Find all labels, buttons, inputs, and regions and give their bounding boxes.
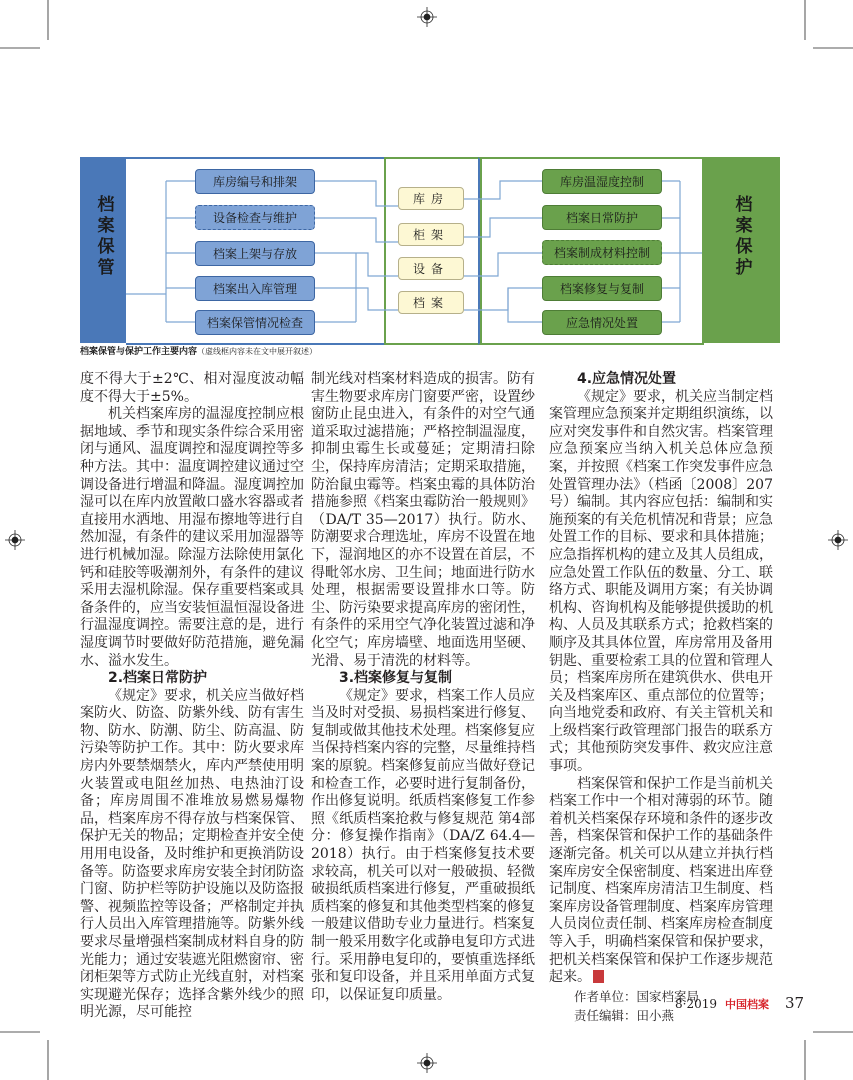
section-heading: 3.档案修复与复制 [339, 670, 453, 687]
left-item-equipment-check: 设备检查与维护 [195, 205, 315, 230]
text-column-1 [80, 371, 304, 1022]
left-item-storage-numbering: 库房编号和排架 [195, 169, 315, 194]
right-title: 档案保护 [731, 195, 752, 279]
paragraph: 《规定》要求，机关应当制定档案管理应急预案并定期组织演练，以应对突发事件和自然灾害。档案管理应急预案应当纳入机关总体应急预案，并按照《档案工作突发事件应急处置管理办法》（档函〔2008〕207号）编制。其内容应包括：编制和实施预案的有关危机情况和背景；应急处置工作的目标、要求和具体措施；应急指挥机构的建立及其人员组成，应急处置工作队伍的数量、分工、联络方式、职能及调用方案；有关协调机构、咨询机构及能够提供援助的机构、人员及其联系方式；抢救档案的顺序及其具体位置，库房常用及备用钥匙、重要检索工具的位置和管理人员；档案库房所在建筑供水、供电开关及档案库区、重点部位的位置等；向当地党委和政府、有关主管机关和上级档案行政管理部门报告的联系方式；其他预防突发事件、救灾应注意事项。 [549, 388, 773, 775]
magazine-name: 中国档案 [725, 998, 769, 1011]
responsible-editor: 责任编辑：田小燕 [574, 1007, 675, 1023]
center-item-storeroom: 库房 [398, 187, 464, 210]
closing-text: 档案保管和保护工作是当前机关档案工作中一个相对薄弱的环节。随着机关档案保存环境和条件的逐步改善，档案保管和保护工作的基础条件逐渐完备。机关可以从建立并执行档案库房安全保密制度、档案进出库登记制度、档案库房清洁卫生制度、档案库房设备管理制度、档案库房管理人员岗位责任制、档案库房检查制度等入手，明确档案保管和保护要求，把机关档案保管和保护工作逐步规范起来。 [549, 775, 773, 986]
paragraph: 《规定》要求，机关应当做好档案防火、防盗、防紫外线、防有害生物、防水、防潮、防尘、防高温、防污染等防护工作。其中：防火要求库房内外要禁烟禁火，库内严禁使用明火装置或电阻丝加热、电热油汀设备；库房周围不准堆放易燃易爆物品，档案库房不得存放与档案保管、保护无关的物品；定期检查并安全使用用电设备，及时维护和更换消防设备等。防盗要求库房安装全封闭防盗门窗、防护栏等防护设施以及防盗报警、视频监控等设备；严格制定并执行人员出入库管理措施等。防紫外线要求尽量增强档案制成材料自身的防光能力；通过安装遮光阻燃窗帘、密闭柜架等方式防止光线直射，对档案实现避光保存；选择含紫外线少的照明光源，尽可能控 [80, 687, 304, 1021]
right-item-material-control: 档案制成材料控制 [542, 240, 662, 265]
right-item-daily-protection: 档案日常防护 [542, 205, 662, 230]
paragraph: 机关档案库房的温湿度控制应根据地域、季节和现实条件综合采用密闭与通风、温度调控和湿度调控等多种方法。其中：温度调控建议通过空调设备进行增温和降温。湿度调控加湿可以在库内放置敞口盛水容器或者直接用水洒地、用湿布擦地等进行自然加湿，有条件的建议采用加湿器等进行机械加湿。除湿方法除使用氯化钙和硅胶等吸潮剂外，有条件的建议采用去湿机除湿。保存重要档案或具备条件的，应当安装恒温恒湿设备进行温湿度调控。需要注意的是，进行湿度调节时要做好防范措施，避免漏水、溢水发生。 [80, 406, 304, 669]
center-item-archives: 档案 [398, 291, 464, 314]
page-footer [675, 995, 804, 1013]
registration-mark-bottom [417, 1053, 437, 1073]
text-column-2 [311, 371, 535, 1004]
caption-title: 档案保管与保护工作主要内容 [80, 347, 198, 357]
diagram-caption [80, 346, 317, 358]
registration-mark-right [828, 530, 848, 550]
registration-mark-left [5, 530, 25, 550]
section-heading: 2.档案日常防护 [108, 670, 208, 687]
archive-work-diagram [80, 157, 780, 343]
paragraph [549, 776, 773, 987]
caption-note: （虚线框内容未在文中展开叙述） [197, 347, 318, 356]
text-column-3 [549, 371, 773, 1025]
registration-mark-top [417, 7, 437, 27]
left-item-inspection: 档案保管情况检查 [195, 310, 315, 335]
connector-lines [80, 157, 780, 343]
paragraph: 制光线对档案材料造成的损害。防有害生物要求库房门窗要严密，设置纱窗防止昆虫进入，有条件的对空气通道采取过滤措施；严格控制温湿度，抑制虫霉生长或蔓延；定期清扫除尘，保持库房清洁；定期采取措施，防治鼠虫霉等。档案虫霉的具体防治措施参照《档案虫霉防治一般规则》（DA/T 35—2017）执行。防水、防潮要求合理选址，库房不设置在地下，湿润地区的亦不设置在首层，不得毗邻水房、卫生间；地面进行防水处理，根据需要设置排水口等。防尘、防污染要求提高库房的密闭性，有条件的采用空气净化装置过滤和净化空气；库房墙壁、地面选用坚硬、光滑、易于清洗的材料等。 [311, 371, 535, 669]
end-seal-icon [593, 970, 604, 983]
paragraph: 度不得大于±2℃、相对湿度波动幅度不得大于±5%。 [80, 371, 304, 405]
right-item-climate-control: 库房温湿度控制 [542, 169, 662, 194]
paragraph: 《规定》要求，档案工作人员应当及时对受损、易损档案进行修复、复制或做其他技术处理。档案修复应当保持档案内容的完整，尽量维持档案的原貌。档案修复前应当做好登记和检查工作，必要时进行复制备份，作出修复说明。纸质档案修复工作参照《纸质档案抢救与修复规范 第4部分：修复操作指南》（DA/Z 64.4—2018）执行。由于档案修复技术要求较高，机关可以对一般破损、轻微破损纸质档案进行修复，严重破损纸质档案的修复和其他类型档案的修复一般建议借助专业力量进行。档案复制一般采用数字化或静电复印方式进行。采用静电复印的，要慎重选择纸张和复印设备，并且采用单面方式复印，以保证复印质量。 [311, 687, 535, 1003]
left-item-in-out-management: 档案出入库管理 [195, 276, 315, 301]
left-item-shelving: 档案上架与存放 [195, 241, 315, 266]
left-title: 档案保管 [93, 195, 114, 279]
section-heading: 4.应急情况处置 [577, 371, 677, 387]
center-item-equipment: 设备 [398, 257, 464, 280]
right-item-restoration: 档案修复与复制 [542, 276, 662, 301]
right-item-emergency: 应急情况处置 [542, 310, 662, 335]
author-affiliation: 作者单位：国家档案局 [574, 988, 700, 1004]
page-number: 37 [785, 994, 805, 1012]
center-item-cabinet: 柜架 [398, 223, 464, 246]
issue-number: 8·2019 [675, 997, 717, 1011]
